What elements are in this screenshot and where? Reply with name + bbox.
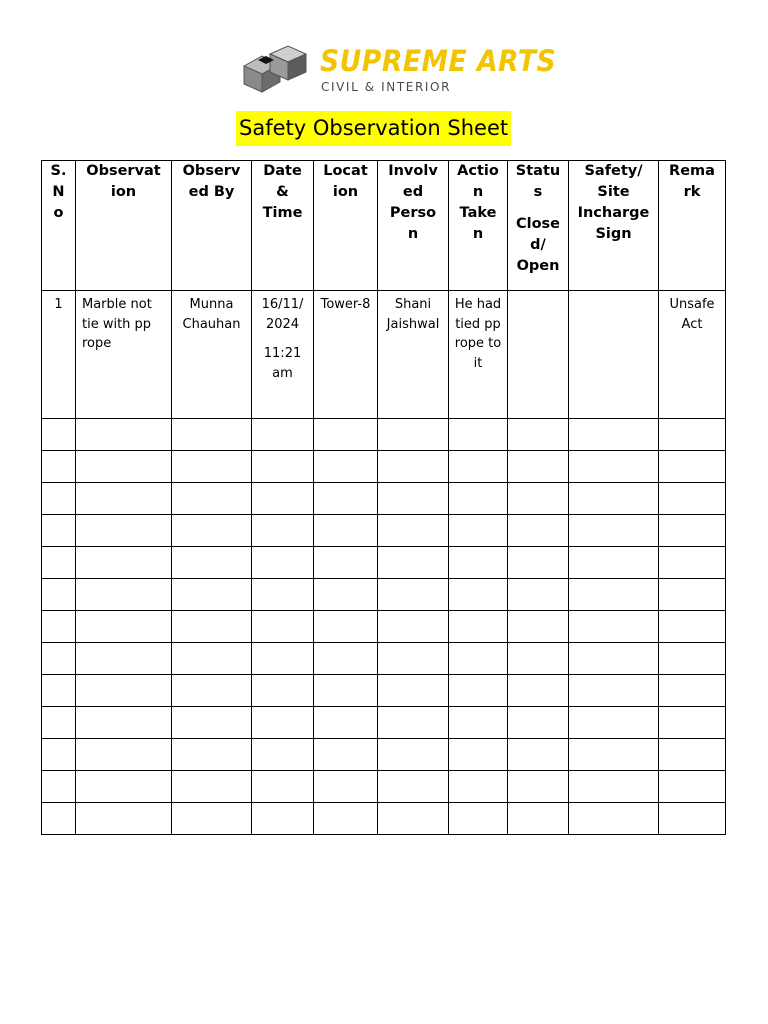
- empty-cell: [569, 579, 659, 611]
- cell-date-time: [252, 291, 314, 419]
- empty-cell: [42, 803, 76, 835]
- empty-cell: [378, 547, 449, 579]
- column-header: Statu s Close d/ Open: [508, 161, 569, 291]
- brand-name: SUPREME ARTS: [320, 44, 557, 78]
- empty-cell: [76, 675, 172, 707]
- empty-cell: [449, 803, 508, 835]
- empty-cell: [42, 675, 76, 707]
- empty-cell: [508, 771, 569, 803]
- cell-observed-by: Munna Chauhan: [172, 291, 252, 419]
- empty-cell: [172, 739, 252, 771]
- empty-cell: [252, 675, 314, 707]
- empty-cell: [76, 419, 172, 451]
- empty-cell: [569, 707, 659, 739]
- empty-cell: [314, 611, 378, 643]
- empty-cell: [378, 643, 449, 675]
- empty-cell: [42, 451, 76, 483]
- cell-date: 16/11/ 2024: [261, 297, 304, 332]
- empty-cell: [569, 803, 659, 835]
- empty-cell: [172, 643, 252, 675]
- stacked-cubes-icon: [240, 44, 312, 98]
- empty-cell: [76, 739, 172, 771]
- empty-cell: [508, 611, 569, 643]
- empty-cell: [378, 611, 449, 643]
- empty-cell: [314, 547, 378, 579]
- empty-cell: [314, 643, 378, 675]
- column-header: S. N o: [42, 161, 76, 291]
- empty-cell: [659, 483, 726, 515]
- table-row: [42, 739, 726, 771]
- empty-cell: [172, 771, 252, 803]
- empty-cell: [378, 419, 449, 451]
- table-row: [42, 515, 726, 547]
- empty-cell: [449, 451, 508, 483]
- empty-cell: [314, 803, 378, 835]
- column-header: Date & Time: [252, 161, 314, 291]
- empty-cell: [449, 515, 508, 547]
- empty-cell: [508, 675, 569, 707]
- empty-cell: [449, 771, 508, 803]
- empty-cell: [659, 803, 726, 835]
- empty-cell: [314, 419, 378, 451]
- table-row: [42, 611, 726, 643]
- company-logo: [240, 44, 557, 98]
- empty-cell: [659, 643, 726, 675]
- empty-cell: [659, 771, 726, 803]
- empty-cell: [314, 707, 378, 739]
- empty-cell: [252, 483, 314, 515]
- empty-cell: [659, 675, 726, 707]
- table-row: [42, 579, 726, 611]
- cell-time: 11:21 am: [263, 346, 302, 381]
- empty-cell: [569, 643, 659, 675]
- empty-cell: [569, 611, 659, 643]
- cell-sign: [569, 291, 659, 419]
- column-header: Actio n Take n: [449, 161, 508, 291]
- column-header: Safety/ Site Incharge Sign: [569, 161, 659, 291]
- empty-cell: [378, 771, 449, 803]
- empty-cell: [42, 547, 76, 579]
- empty-cell: [378, 707, 449, 739]
- empty-cell: [508, 643, 569, 675]
- empty-cell: [449, 739, 508, 771]
- empty-cell: [378, 483, 449, 515]
- empty-cell: [508, 483, 569, 515]
- empty-cell: [569, 451, 659, 483]
- table-row: [42, 291, 726, 419]
- table-header-row: [42, 161, 726, 291]
- empty-cell: [76, 771, 172, 803]
- empty-cell: [508, 547, 569, 579]
- table-row: [42, 771, 726, 803]
- column-header: Observat ion: [76, 161, 172, 291]
- empty-cell: [378, 803, 449, 835]
- empty-cell: [659, 611, 726, 643]
- empty-cell: [659, 739, 726, 771]
- empty-cell: [569, 675, 659, 707]
- empty-cell: [42, 611, 76, 643]
- empty-cell: [252, 515, 314, 547]
- brand-tagline: CIVIL & INTERIOR: [321, 80, 452, 94]
- empty-cell: [569, 419, 659, 451]
- empty-cell: [42, 707, 76, 739]
- table-row: [42, 643, 726, 675]
- empty-cell: [42, 419, 76, 451]
- empty-cell: [252, 579, 314, 611]
- empty-cell: [378, 739, 449, 771]
- empty-cell: [314, 451, 378, 483]
- cell-involved-person: Shani Jaishwal: [378, 291, 449, 419]
- empty-cell: [76, 547, 172, 579]
- empty-cell: [252, 803, 314, 835]
- cell-action-taken: He had tied pp rope to it: [449, 291, 508, 419]
- empty-cell: [42, 739, 76, 771]
- empty-cell: [508, 739, 569, 771]
- empty-cell: [508, 579, 569, 611]
- empty-cell: [314, 483, 378, 515]
- empty-cell: [314, 515, 378, 547]
- empty-cell: [252, 739, 314, 771]
- empty-cell: [172, 579, 252, 611]
- empty-cell: [508, 707, 569, 739]
- table-row: [42, 451, 726, 483]
- empty-cell: [172, 515, 252, 547]
- empty-cell: [659, 451, 726, 483]
- empty-cell: [314, 739, 378, 771]
- empty-cell: [76, 483, 172, 515]
- table-row: [42, 803, 726, 835]
- empty-cell: [42, 643, 76, 675]
- cell-sno: 1: [42, 291, 76, 419]
- empty-cell: [172, 803, 252, 835]
- empty-cell: [76, 611, 172, 643]
- empty-cell: [449, 483, 508, 515]
- cell-observation: Marble not tie with pp rope: [76, 291, 172, 419]
- empty-cell: [314, 579, 378, 611]
- empty-cell: [378, 675, 449, 707]
- table-row: [42, 547, 726, 579]
- empty-cell: [172, 547, 252, 579]
- empty-cell: [508, 803, 569, 835]
- empty-cell: [76, 643, 172, 675]
- empty-cell: [172, 611, 252, 643]
- empty-cell: [172, 675, 252, 707]
- empty-cell: [42, 579, 76, 611]
- empty-cell: [569, 547, 659, 579]
- empty-cell: [659, 515, 726, 547]
- empty-cell: [659, 419, 726, 451]
- column-header: Locat ion: [314, 161, 378, 291]
- empty-cell: [508, 419, 569, 451]
- empty-cell: [449, 675, 508, 707]
- empty-cell: [252, 643, 314, 675]
- empty-cell: [378, 515, 449, 547]
- table-row: [42, 419, 726, 451]
- table-row: [42, 675, 726, 707]
- empty-cell: [508, 515, 569, 547]
- empty-cell: [314, 675, 378, 707]
- empty-cell: [252, 547, 314, 579]
- empty-cell: [569, 771, 659, 803]
- table-row: [42, 483, 726, 515]
- observation-table: [41, 160, 726, 835]
- empty-cell: [76, 579, 172, 611]
- column-header: Involv ed Perso n: [378, 161, 449, 291]
- empty-cell: [252, 707, 314, 739]
- empty-cell: [659, 707, 726, 739]
- empty-cell: [252, 771, 314, 803]
- column-header: Rema rk: [659, 161, 726, 291]
- empty-cell: [252, 611, 314, 643]
- empty-cell: [659, 579, 726, 611]
- empty-cell: [449, 579, 508, 611]
- empty-cell: [449, 547, 508, 579]
- empty-cell: [76, 707, 172, 739]
- column-header: Observ ed By: [172, 161, 252, 291]
- empty-cell: [76, 451, 172, 483]
- empty-cell: [449, 419, 508, 451]
- empty-cell: [659, 547, 726, 579]
- empty-cell: [569, 515, 659, 547]
- empty-cell: [252, 451, 314, 483]
- empty-cell: [172, 483, 252, 515]
- page-title: Safety Observation Sheet: [236, 111, 511, 146]
- empty-cell: [378, 451, 449, 483]
- empty-cell: [76, 515, 172, 547]
- empty-cell: [172, 451, 252, 483]
- empty-cell: [252, 419, 314, 451]
- empty-cell: [42, 515, 76, 547]
- empty-cell: [172, 419, 252, 451]
- empty-cell: [449, 643, 508, 675]
- empty-cell: [449, 707, 508, 739]
- empty-cell: [378, 579, 449, 611]
- cell-remark: Unsafe Act: [659, 291, 726, 419]
- empty-cell: [314, 771, 378, 803]
- empty-cell: [449, 611, 508, 643]
- empty-cell: [172, 707, 252, 739]
- empty-cell: [569, 483, 659, 515]
- empty-cell: [42, 771, 76, 803]
- empty-cell: [76, 803, 172, 835]
- empty-cell: [508, 451, 569, 483]
- empty-cell: [569, 739, 659, 771]
- table-row: [42, 707, 726, 739]
- empty-cell: [42, 483, 76, 515]
- cell-location: Tower-8: [314, 291, 378, 419]
- cell-status: [508, 291, 569, 419]
